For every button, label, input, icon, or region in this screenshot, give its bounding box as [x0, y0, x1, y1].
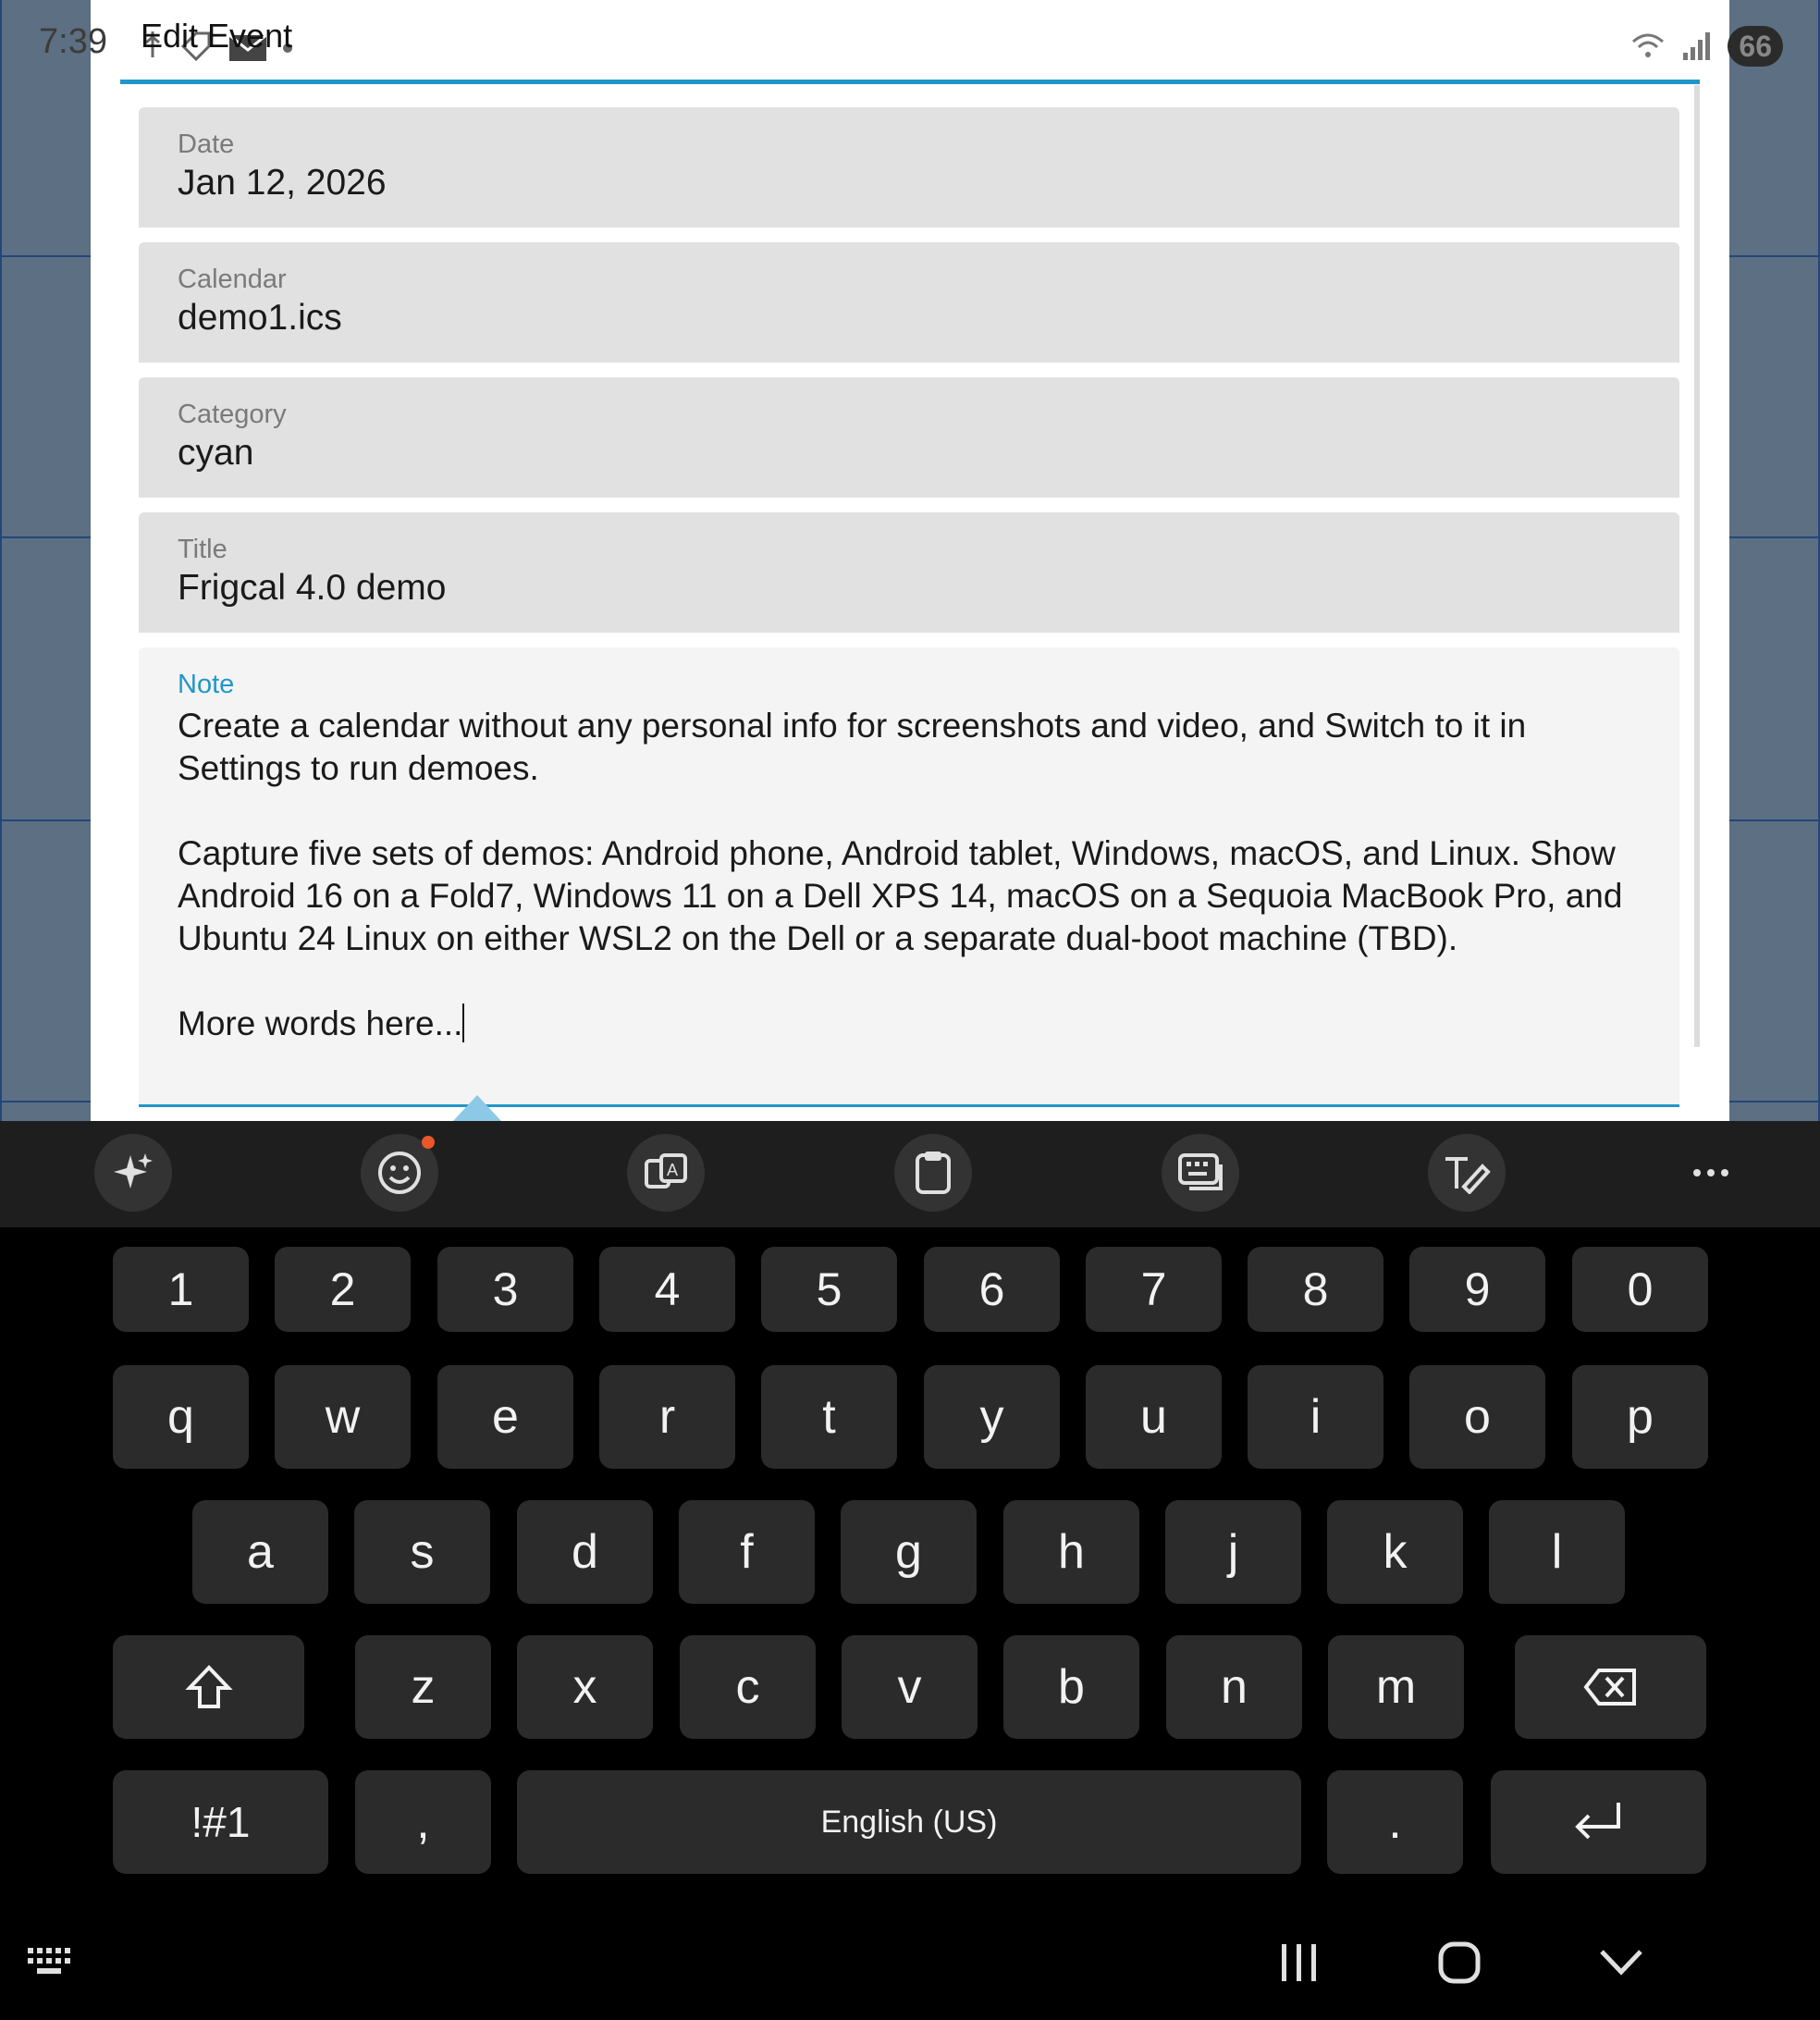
keyboard-mode-icon[interactable] [1162, 1134, 1239, 1212]
key-h[interactable]: h [1003, 1500, 1139, 1604]
key-o[interactable]: o [1409, 1365, 1545, 1469]
key-0[interactable]: 0 [1572, 1247, 1708, 1332]
key-r[interactable]: r [599, 1365, 735, 1469]
key-s[interactable]: s [354, 1500, 490, 1604]
keyboard-hide-icon[interactable] [26, 1946, 78, 1979]
key-l[interactable]: l [1489, 1500, 1625, 1604]
status-time: 7:39 [39, 22, 107, 61]
note-text[interactable] [178, 705, 1657, 1045]
key-3[interactable]: 3 [437, 1247, 573, 1332]
key-6[interactable]: 6 [924, 1247, 1060, 1332]
note-paragraph: Capture five sets of demos: Android phone, Android tablet, Windows, macOS, and Linux. Show Android 16 on a Fold7, Windows 11 on a Dell XPS 14, macOS on a Sequoia MacBook Pro, and Ubuntu 24 Linux on either WSL2 on the Dell or a separate dual-boot machine (TBD). [178, 834, 1623, 957]
dialog-title: Edit Event [141, 17, 293, 55]
key-g[interactable]: g [841, 1500, 977, 1604]
key-k[interactable]: k [1327, 1500, 1463, 1604]
key-7[interactable]: 7 [1086, 1247, 1222, 1332]
notification-badge [422, 1136, 435, 1149]
title-divider [120, 80, 1700, 84]
calendar-value: demo1.ics [178, 298, 342, 338]
key-a[interactable]: a [192, 1500, 328, 1604]
note-paragraph: Create a calendar without any personal info for screenshots and video, and Switch to it in Settings to run demoes. [178, 707, 1527, 787]
battery-indicator: 66 [1728, 26, 1783, 67]
signal-icon [1681, 31, 1713, 62]
edit-event-dialog [91, 0, 1729, 1121]
category-value: cyan [178, 433, 254, 473]
key-q[interactable]: q [113, 1365, 249, 1469]
key-d[interactable]: d [517, 1500, 653, 1604]
title-value: Frigcal 4.0 demo [178, 568, 447, 608]
symbols-key[interactable]: !#1 [113, 1770, 328, 1874]
key-n[interactable]: n [1166, 1635, 1302, 1739]
more-icon[interactable] [1683, 1134, 1739, 1212]
key-u[interactable]: u [1086, 1365, 1222, 1469]
key-t[interactable]: t [761, 1365, 897, 1469]
sparkle-ai-icon[interactable] [94, 1134, 172, 1212]
backspace-icon [1582, 1667, 1640, 1707]
key-i[interactable]: i [1248, 1365, 1383, 1469]
key-x[interactable]: x [517, 1635, 653, 1739]
category-field[interactable] [139, 377, 1679, 498]
key-b[interactable]: b [1003, 1635, 1139, 1739]
date-label: Date [178, 129, 235, 159]
key-m[interactable]: m [1328, 1635, 1464, 1739]
key-y[interactable]: y [924, 1365, 1060, 1469]
backspace-key[interactable] [1515, 1635, 1706, 1739]
wifi-icon [1629, 31, 1666, 62]
note-paragraph: More words here... [178, 1004, 463, 1042]
note-field[interactable] [139, 647, 1679, 1107]
calendar-field[interactable] [139, 242, 1679, 363]
recents-icon[interactable] [1276, 1942, 1322, 1983]
scrollbar[interactable] [1694, 85, 1700, 1047]
key-j[interactable]: j [1165, 1500, 1301, 1604]
title-field[interactable] [139, 512, 1679, 633]
date-field[interactable] [139, 107, 1679, 228]
key-9[interactable]: 9 [1409, 1247, 1545, 1332]
key-f[interactable]: f [679, 1500, 815, 1604]
handwriting-icon[interactable] [1428, 1134, 1506, 1212]
date-value: Jan 12, 2026 [178, 163, 387, 203]
key-p[interactable]: p [1572, 1365, 1708, 1469]
key-5[interactable]: 5 [761, 1247, 897, 1332]
shift-key[interactable] [113, 1635, 304, 1739]
translate-icon[interactable] [627, 1134, 705, 1212]
note-label: Note [178, 670, 235, 699]
enter-key[interactable] [1491, 1770, 1706, 1874]
navigation-bar [0, 1915, 1820, 2020]
svg-text:A: A [667, 1161, 679, 1179]
status-icons-right [1629, 26, 1783, 67]
key-z[interactable]: z [355, 1635, 491, 1739]
text-cursor [462, 1004, 464, 1042]
calendar-label: Calendar [178, 265, 287, 294]
shift-icon [184, 1662, 234, 1712]
comma-key[interactable]: , [355, 1770, 491, 1874]
title-label: Title [178, 535, 228, 564]
back-chevron-icon[interactable] [1598, 1946, 1644, 1977]
key-v[interactable]: v [842, 1635, 978, 1739]
clipboard-icon[interactable] [894, 1134, 972, 1212]
key-w[interactable]: w [275, 1365, 411, 1469]
enter-icon [1570, 1799, 1628, 1845]
home-icon[interactable] [1437, 1940, 1482, 1985]
period-key[interactable]: . [1327, 1770, 1463, 1874]
key-4[interactable]: 4 [599, 1247, 735, 1332]
space-key[interactable]: English (US) [517, 1770, 1301, 1874]
emoji-icon[interactable] [361, 1134, 438, 1212]
key-c[interactable]: c [680, 1635, 816, 1739]
category-label: Category [178, 400, 287, 429]
cursor-handle[interactable] [453, 1095, 501, 1121]
key-2[interactable]: 2 [275, 1247, 411, 1332]
key-1[interactable]: 1 [113, 1247, 249, 1332]
key-e[interactable]: e [437, 1365, 573, 1469]
key-8[interactable]: 8 [1248, 1247, 1383, 1332]
